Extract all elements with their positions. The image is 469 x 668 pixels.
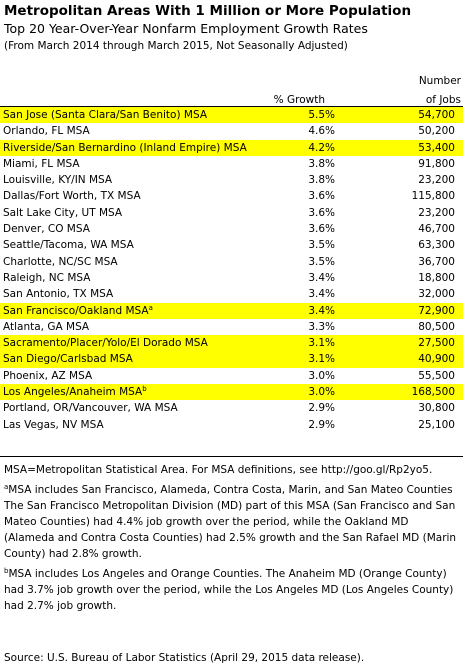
metro-area-name <box>3 286 113 302</box>
job-count: 115,800 <box>411 190 455 203</box>
growth-rate: 3.5% <box>308 239 335 252</box>
metro-area-name <box>3 237 134 253</box>
growth-rate: 3.6% <box>308 190 335 203</box>
footnotes <box>4 462 462 614</box>
metro-area-label: Atlanta, GA MSA <box>3 320 90 333</box>
table-row <box>0 319 463 335</box>
metro-area-name <box>3 335 208 351</box>
metro-area-label: Denver, CO MSA <box>3 223 90 236</box>
footnote-a-marker: a <box>4 483 9 491</box>
metro-area-name <box>3 368 92 384</box>
footnote-marker: a <box>148 303 153 312</box>
metro-area-label: Raleigh, NC MSA <box>3 271 91 284</box>
table-row <box>0 368 463 384</box>
metro-area-name <box>3 254 118 270</box>
footnote-marker: b <box>142 385 147 394</box>
metro-area-name <box>3 172 112 188</box>
growth-rate: 3.0% <box>308 369 335 382</box>
growth-rate: 3.8% <box>308 157 335 170</box>
metro-area-name <box>3 205 122 221</box>
table-bottom-rule <box>0 456 463 457</box>
growth-header: % Growth <box>273 94 325 106</box>
metro-area-name <box>3 270 90 286</box>
metro-area-label: San Antonio, TX MSA <box>3 288 114 301</box>
metro-area-label: Los Angeles/Anaheim MSA <box>3 386 143 399</box>
document-title: Metropolitan Areas With 1 Million or More Population <box>4 3 412 19</box>
growth-rate: 4.6% <box>308 125 335 138</box>
growth-rate: 3.4% <box>308 304 335 317</box>
growth-rate: 3.1% <box>308 353 335 366</box>
metro-area-label: Phoenix, AZ MSA <box>3 369 93 382</box>
metro-area-label: Las Vegas, NV MSA <box>3 418 104 431</box>
metro-area-name <box>3 107 207 123</box>
metro-area-name <box>3 188 141 204</box>
growth-rate: 3.8% <box>308 174 335 187</box>
table-row <box>0 140 463 156</box>
metro-area-label: Salt Lake City, UT MSA <box>3 206 123 219</box>
job-count: 54,700 <box>418 109 455 121</box>
growth-rate: 3.5% <box>308 255 335 268</box>
metro-area-name <box>3 384 147 400</box>
job-count: 168,500 <box>411 386 455 399</box>
job-count: 25,100 <box>418 418 455 431</box>
footnote-b-marker: b <box>4 567 9 575</box>
growth-rate: 3.6% <box>308 206 335 219</box>
metro-area-label: Louisville, KY/IN MSA <box>3 174 113 187</box>
growth-rate: 3.3% <box>308 320 335 333</box>
source-line: Source: U.S. Bureau of Labor Statistics (April 29, 2015 data release). <box>4 652 365 664</box>
job-count: 50,200 <box>418 125 455 138</box>
job-count: 27,500 <box>418 337 455 350</box>
period-note: (From March 2014 through March 2015, Not Seasonally Adjusted) <box>4 40 348 52</box>
table-row <box>0 156 463 172</box>
metro-area-name <box>3 123 90 139</box>
metro-area-label: Portland, OR/Vancouver, WA MSA <box>3 402 178 415</box>
metro-area-label: San Jose (Santa Clara/San Benito) MSA <box>3 109 207 121</box>
metro-area-name <box>3 417 104 433</box>
employment-table <box>0 107 463 433</box>
table-row <box>0 351 463 367</box>
table-row <box>0 107 463 123</box>
job-count: 32,000 <box>418 288 455 301</box>
job-count: 36,700 <box>418 255 455 268</box>
job-count: 63,300 <box>418 239 455 252</box>
footnote-a <box>4 482 462 562</box>
growth-rate: 3.0% <box>308 386 335 399</box>
growth-rate: 3.1% <box>308 337 335 350</box>
metro-area-label: San Diego/Carlsbad MSA <box>3 353 133 366</box>
table-row <box>0 303 463 319</box>
table-row <box>0 123 463 139</box>
table-row <box>0 172 463 188</box>
job-count: 91,800 <box>418 157 455 170</box>
job-count: 72,900 <box>418 304 455 317</box>
metro-area-name <box>3 156 80 172</box>
jobs-header-line1: Number <box>418 75 461 87</box>
growth-rate: 3.6% <box>308 223 335 236</box>
job-count: 55,500 <box>418 369 455 382</box>
jobs-header-line2: of Jobs <box>425 94 461 106</box>
growth-rate: 4.2% <box>308 141 335 154</box>
table-row <box>0 188 463 204</box>
growth-rate: 2.9% <box>308 418 335 431</box>
job-count: 46,700 <box>418 223 455 236</box>
metro-area-name <box>3 319 89 335</box>
metro-area-label: Seattle/Tacoma, WA MSA <box>3 239 134 252</box>
job-count: 40,900 <box>418 353 455 366</box>
footnote-b <box>4 566 462 614</box>
footnote-a-text: MSA includes San Francisco, Alameda, Contra Costa, Marin, and San Mateo Counties The San Francisco Metropolitan Division (MD) part of this MSA (San Francisco and San Mateo Counties) had 4.4% job growth over the period, while the Oakland MD (Alameda and Contra Costa Counties) had 2.5% growth and the San Rafael MD (Marin County) had 2.8% growth. <box>4 484 457 560</box>
job-count: 23,200 <box>418 174 455 187</box>
metro-area-label: Miami, FL MSA <box>3 157 80 170</box>
table-row <box>0 286 463 302</box>
metro-area-label: Charlotte, NC/SC MSA <box>3 255 118 268</box>
metro-area-label: Riverside/San Bernardino (Inland Empire) MSA <box>3 141 247 154</box>
table-row <box>0 270 463 286</box>
table-row <box>0 417 463 433</box>
metro-area-name <box>3 303 153 319</box>
metro-area-label: Dallas/Fort Worth, TX MSA <box>3 190 141 203</box>
metro-area-label: Orlando, FL MSA <box>3 125 90 138</box>
metro-area-label: San Francisco/Oakland MSA <box>3 304 149 317</box>
metro-area-name <box>3 140 247 156</box>
metro-area-name <box>3 351 133 367</box>
growth-rate: 3.4% <box>308 288 335 301</box>
job-count: 80,500 <box>418 320 455 333</box>
table-row <box>0 335 463 351</box>
document-subtitle: Top 20 Year-Over-Year Nonfarm Employment Growth Rates <box>4 21 368 36</box>
footnote-b-text: MSA includes Los Angeles and Orange Counties. The Anaheim MD (Orange County) had 3.7% job growth over the period, while the Los Angeles MD (Los Angeles County) had 2.7% job growth. <box>4 568 454 612</box>
table-row <box>0 221 463 237</box>
growth-rate: 2.9% <box>308 402 335 415</box>
metro-area-name <box>3 400 178 416</box>
growth-rate: 3.4% <box>308 271 335 284</box>
job-count: 18,800 <box>418 271 455 284</box>
msa-definition-note: MSA=Metropolitan Statistical Area. For MSA definitions, see http://goo.gl/Rp2yo5. <box>4 464 433 476</box>
job-count: 30,800 <box>418 402 455 415</box>
metro-area-label: Sacramento/Placer/Yolo/El Dorado MSA <box>3 337 208 350</box>
table-row <box>0 254 463 270</box>
table-row <box>0 205 463 221</box>
table-row <box>0 384 463 400</box>
job-count: 53,400 <box>418 141 455 154</box>
table-row <box>0 237 463 253</box>
metro-area-name <box>3 221 90 237</box>
table-row <box>0 400 463 416</box>
growth-rate: 5.5% <box>308 109 335 121</box>
job-count: 23,200 <box>418 206 455 219</box>
